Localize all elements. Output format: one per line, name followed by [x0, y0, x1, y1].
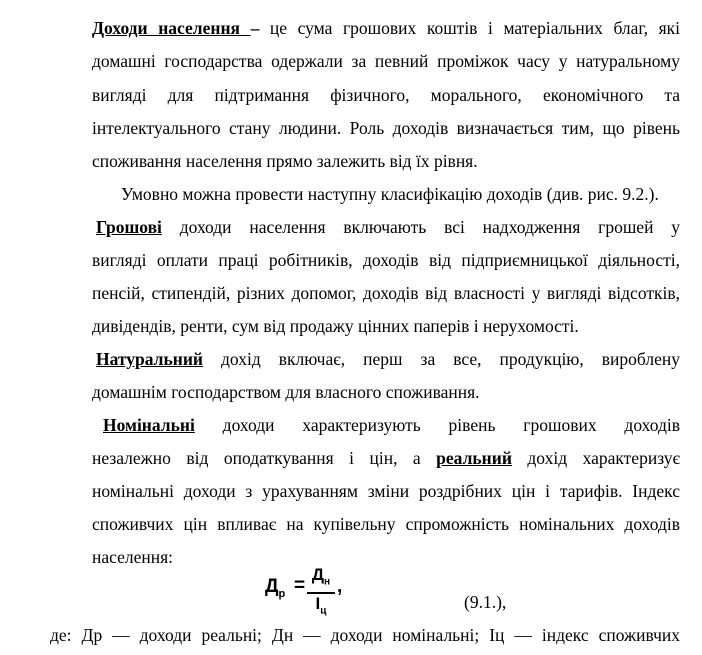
formula-fraction-bar — [307, 592, 335, 594]
formula-lhs — [265, 576, 285, 600]
p5-line-2 — [92, 447, 680, 469]
formula-lhs-symbol: Д — [265, 576, 279, 597]
p1-line-3: вигляді для підтримання фізичного, морального, економічного та — [92, 85, 680, 105]
term-dokhody-naselennia: Доходи населення — [92, 18, 251, 38]
term-realnyi: реальний — [436, 448, 512, 468]
p4-text-1: дохід включає, перш за все, продукцію, вироблену — [202, 349, 680, 369]
p5-text-2a: незалежно від оподаткування і цін, а — [92, 448, 437, 468]
term-nominalni: Номінальні — [103, 415, 195, 435]
p5-text-1: доходи характеризують рівень грошових доходів — [194, 415, 680, 435]
p1-line-5: споживання населення прямо залежить від їх рівня. — [92, 151, 478, 171]
p4-line-2: домашнім господарством для власного споживання. — [92, 382, 480, 402]
p3-line-2: вигляді оплати праці робітників, доходів від підприємницької діяльності, — [92, 250, 680, 270]
formula-denominator — [307, 595, 335, 620]
formula-comma: , — [337, 576, 343, 597]
formula-num-subscript: н — [324, 576, 331, 588]
formula-den-symbol: І — [315, 594, 321, 614]
formula-lhs-subscript: р — [278, 587, 286, 600]
p1-text-1: це сума грошових коштів і матеріальних благ, які — [269, 18, 680, 38]
term-naturalnyi: Натуральний — [96, 349, 203, 369]
equation-number: (9.1.), — [464, 592, 507, 612]
p4-line-1 — [96, 348, 680, 370]
p1-line-4: інтелектуального стану людини. Роль доходів визначається тим, що рівень — [92, 118, 680, 138]
p5-text-2b: дохід характеризує — [511, 448, 680, 468]
definition-dash: – — [250, 18, 270, 38]
formula-numerator — [307, 566, 335, 591]
p1-line-2: домашні господарства одержали за певний проміжок часу у натуральному — [92, 51, 680, 71]
p5-line-5: населення: — [92, 547, 174, 567]
p3-line-4: дивідендів, ренти, сум від продажу цінних паперів і нерухомості. — [92, 316, 579, 336]
formula-fraction — [307, 566, 335, 621]
p6-line-1: де: Др — доходи реальні; Дн — доходи номінальні; Іц — індекс споживчих — [50, 625, 680, 645]
p3-line-3: пенсій, стипендій, різних допомог, доходів від власності у вигляді відсотків, — [92, 283, 680, 303]
p3-line-1 — [96, 216, 680, 238]
p5-line-1 — [103, 414, 680, 436]
p3-text-1: доходи населення включають всі надходження грошей у — [161, 217, 680, 237]
formula-num-symbol: Д — [311, 565, 325, 584]
p2-line-1: Умовно можна провести наступну класифікацію доходів (див. рис. 9.2.). — [121, 184, 659, 204]
p1-line-1 — [92, 17, 680, 39]
formula-den-subscript: ц — [320, 605, 327, 617]
p5-line-4: споживчих цін впливає на купівельну спроможність номінальних доходів — [92, 514, 680, 534]
p5-line-3: номінальні доходи з урахуванням зміни роздрібних цін і тарифів. Індекс — [92, 481, 680, 501]
term-groshovi: Грошові — [96, 217, 162, 237]
formula-equals: = — [294, 575, 306, 596]
